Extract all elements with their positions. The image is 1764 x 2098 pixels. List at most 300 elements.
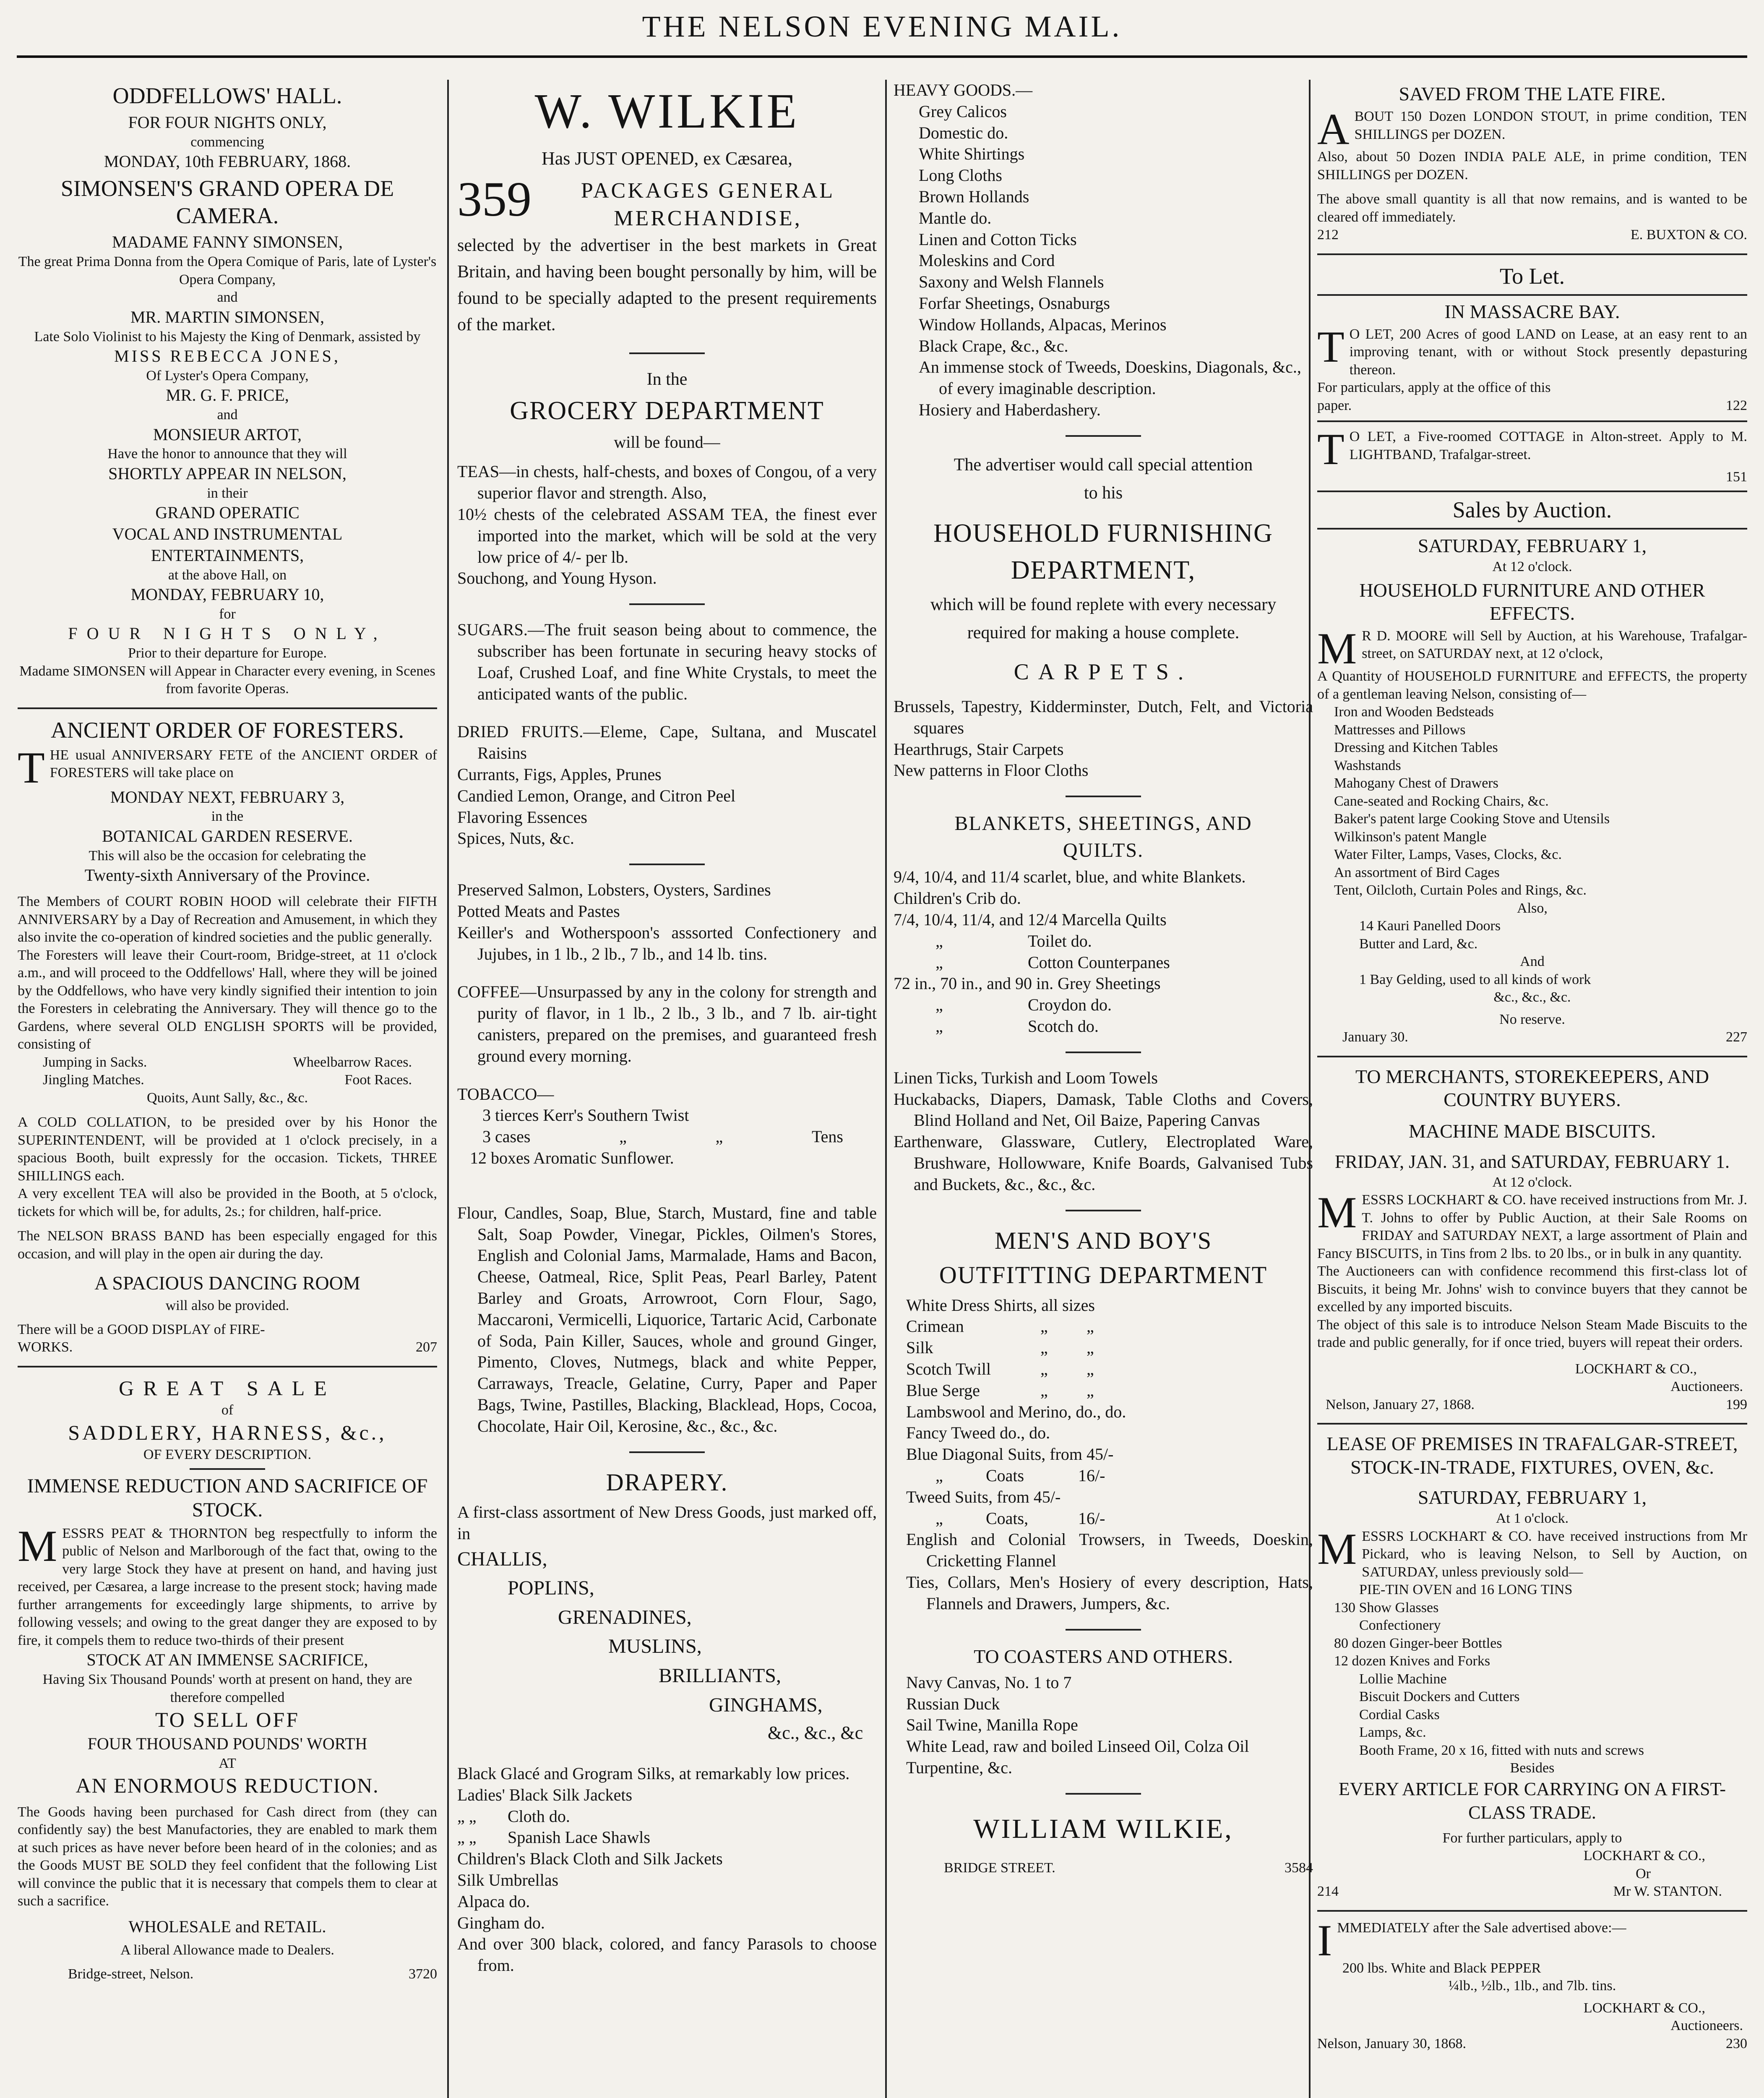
list-item: Water Filter, Lamps, Vases, Clocks, &c.	[1334, 847, 1562, 863]
list-item: Toilet do.	[1028, 931, 1092, 950]
ad-footer	[18, 1339, 437, 1357]
oddfellows-ad	[18, 82, 437, 698]
list-item: ¼lb., ½lb., 1lb., and 7lb. tins.	[1448, 1978, 1616, 1994]
ad-text: The Foresters will leave their Court-room, Bridge-street, at 11 o'clock a.m., and will proceed to the Oddfellows' Hall, where they will be joined by the Oddfellows, who have very kindly signified their intention to join the Foresters in celebrating the Anniversary. They will thence go to the Gardens, where several OLD ENGLISH SPORTS will be provided, consisting of	[18, 947, 437, 1052]
ad-text: HE usual ANNIVERSARY FETE of the ANCIENT ORDER of FORESTERS will take place on	[50, 747, 437, 781]
grocery-item: COFFEE—Unsurpassed by any in the colony for strength and purity of flavor, in 1 lb., 2 lb., 3 lb., and 7 lb. air-tight canisters, prepared on the premises, and guaranteed fresh ground every morning.	[457, 982, 877, 1065]
list-item: Tweed Suits, from 45/-	[906, 1487, 1061, 1506]
ad-heading: SADDLERY, HARNESS, &c.,	[68, 1420, 387, 1444]
ad-line: STOCK AT AN IMMENSE SACRIFICE,	[86, 1650, 368, 1670]
ditto-mark: „	[715, 1127, 723, 1146]
ad-line: Besides	[1510, 1760, 1555, 1776]
short-rule	[190, 1468, 265, 1470]
moore-auction-ad	[1317, 534, 1747, 1046]
stock-list	[1317, 1581, 1747, 1759]
ad-line: Bridge-street, Nelson.	[68, 1966, 194, 1982]
department-heading: MEN'S AND BOY'S	[994, 1226, 1212, 1254]
grocery-item: 3 cases	[482, 1127, 531, 1146]
column-divider	[447, 80, 449, 2098]
ad-text: which will be found replete with every necessary required for making a house complete.	[930, 595, 1277, 643]
list-item: Booth Frame, 20 x 16, fitted with nuts and screws	[1359, 1742, 1644, 1758]
ad-text: The Auctioneers can with confidence recommend this first-class lot of Biscuits, it being Mr. Johns' wish to convince buyers that they cannot be excelled by any imported biscuits.	[1317, 1263, 1747, 1315]
list-item: Cotton Counterpanes	[1028, 952, 1170, 972]
ad-line: PACKAGES GENERAL	[581, 178, 835, 203]
ad-line: MADAME FANNY SIMONSEN,	[112, 232, 343, 252]
ad-number: 3720	[409, 1966, 437, 1982]
ad-line: Madame SIMONSEN will Appear in Character every evening, in Scenes from favorite Operas.	[19, 663, 435, 697]
ad-footer	[1317, 2035, 1747, 2053]
list-item: Wilkinson's patent Mangle	[1334, 829, 1487, 845]
ad-line: Having Six Thousand Pounds' worth at present on hand, they are therefore compelled	[42, 1672, 412, 1705]
ad-text: O LET, 200 Acres of good LAND on Lease, at an easy rent to an improving tenant, with or without Stock presently depasturing thereon.	[1349, 326, 1747, 378]
drop-cap: M	[18, 1521, 57, 1571]
ad-line: BRIDGE STREET.	[944, 1860, 1055, 1876]
ad-number: 3584	[1285, 1860, 1313, 1876]
ad-heading: IMMENSE REDUCTION AND SACRIFICE OF STOCK.	[27, 1474, 428, 1521]
list-item: Brown Hollands	[919, 187, 1029, 206]
ad-signature: Auctioneers.	[1670, 1379, 1743, 1395]
ad-line: And	[1520, 954, 1545, 970]
ad-text: A COLD COLLATION, to be presided over by his Honor the SUPERINTENDENT, will be provided at 1 o'clock precisely, in a spacious Booth, built expressly for the occasion. Tickets, THREE SHILLINGS each.	[18, 1114, 437, 1184]
ad-line: in their	[207, 485, 248, 501]
list-row	[894, 1380, 1313, 1401]
column-2	[457, 80, 877, 2098]
grocery-item: DRIED FRUITS.—Eleme, Cape, Sultana, and Muscatel Raisins	[457, 722, 877, 763]
department-heading: OUTFITTING DEPARTMENT	[939, 1261, 1268, 1289]
ad-line: FRIDAY, JAN. 31, and SATURDAY, FEBRUARY 1.	[1335, 1151, 1730, 1172]
short-rule	[1066, 1793, 1141, 1795]
section-heading: BLANKETS, SHEETINGS, AND	[954, 812, 1252, 835]
list-item: 16/-	[1078, 1466, 1105, 1485]
list-item: Dressing and Kitchen Tables	[1334, 740, 1498, 756]
ad-heading: ANCIENT ORDER OF FORESTERS.	[50, 717, 404, 743]
list-row	[894, 994, 1313, 1016]
ad-separator	[18, 707, 437, 709]
ad-separator	[1317, 1056, 1747, 1057]
ditto-mark: „	[1040, 1338, 1048, 1357]
list-item: White Dress Shirts, all sizes	[906, 1295, 1095, 1315]
ad-heading: TO SELL OFF	[155, 1708, 300, 1732]
list-item: Linen Ticks, Turkish and Loom Towels	[894, 1068, 1158, 1087]
drop-cap: I	[1317, 1915, 1332, 1965]
ad-line: At 12 o'clock.	[1492, 559, 1572, 575]
list-item: Lollie Machine	[1359, 1671, 1447, 1687]
drapery-item: Children's Black Cloth and Silk Jackets	[457, 1849, 723, 1868]
fabric-item: GINGHAMS,	[709, 1694, 823, 1716]
ad-separator	[1317, 1423, 1747, 1425]
ad-heading: A SPACIOUS DANCING ROOM	[94, 1272, 360, 1294]
list-item: Confectionery	[1359, 1618, 1441, 1634]
department-heading: DRAPERY.	[606, 1468, 728, 1496]
ad-footer	[1317, 397, 1747, 415]
ad-line: WORKS.	[18, 1339, 73, 1355]
ad-heading: IN MASSACRE BAY.	[1444, 300, 1620, 322]
ad-separator	[1317, 528, 1747, 530]
ad-line: in the	[211, 809, 244, 825]
ad-text: BOUT 150 Dozen LONDON STOUT, in prime condition, TEN SHILLINGS per DOZEN.	[1354, 109, 1747, 142]
ad-footer	[1317, 226, 1747, 244]
ditto-mark: „	[935, 1466, 943, 1485]
ad-line: Has JUST OPENED, ex Cæsarea,	[541, 148, 793, 169]
ditto-mark: „ „	[457, 1806, 477, 1826]
fabric-item: GRENADINES,	[558, 1606, 692, 1628]
list-item: Black Crape, &c., &c.	[919, 336, 1068, 355]
ad-text: The object of this sale is to introduce Nelson Steam Made Biscuits to the trade and public generally, for if once tried, buyers will repeat their orders.	[1317, 1317, 1747, 1351]
ad-line: AT	[219, 1755, 236, 1771]
ad-heading: GREAT SALE	[119, 1376, 336, 1400]
drapery-item: Alpaca do.	[457, 1892, 530, 1911]
ad-footer	[1317, 1028, 1747, 1046]
list-item: Butter and Lard, &c.	[1359, 936, 1478, 952]
ditto-mark: „	[935, 1508, 943, 1528]
ad-number: 207	[416, 1339, 437, 1355]
list-item: Brussels, Tapestry, Kidderminster, Dutch, Felt, and Victoria squares	[894, 697, 1313, 737]
ditto-mark: „	[1040, 1380, 1048, 1400]
column-1	[18, 80, 437, 2098]
drapery-item: Black Glacé and Grogram Silks, at remarkably low prices.	[457, 1764, 850, 1783]
drapery-item: Gingham do.	[457, 1913, 545, 1932]
ad-separator	[1317, 253, 1747, 255]
ad-text: A very excellent TEA will also be provided in the Booth, at 5 o'clock, tickets for which will be, for adults, 2s.; for children, half-price.	[18, 1186, 437, 1219]
list-item: 12 dozen Knives and Forks	[1334, 1653, 1490, 1669]
section-heading: CARPETS.	[1014, 659, 1193, 684]
list-item: 1 Bay Gelding, used to all kinds of work	[1359, 971, 1591, 987]
ad-heading: ODDFELLOWS' HALL.	[112, 83, 342, 108]
section-heading: QUILTS.	[1063, 839, 1144, 861]
department-heading: GROCERY DEPARTMENT	[510, 397, 824, 425]
drop-cap: T	[1317, 425, 1344, 474]
ditto-mark: „	[935, 995, 943, 1015]
lease-auction-ad	[1317, 1432, 1747, 1900]
list-row	[894, 1359, 1313, 1380]
list-item: Ties, Collars, Men's Hosiery of every description, Hats, Flannels and Drawers, Jumpers, &c.	[906, 1572, 1313, 1613]
list-item: Cane-seated and Rocking Chairs, &c.	[1334, 793, 1549, 809]
sport-item: Quoits, Aunt Sally, &c., &c.	[146, 1090, 308, 1106]
fabric-item: POPLINS,	[508, 1577, 594, 1600]
ad-separator	[1317, 491, 1747, 492]
ad-line: Also,	[1517, 900, 1548, 916]
ad-line: at the above Hall, on	[168, 567, 287, 583]
masthead: THE NELSON EVENING MAIL.	[642, 10, 1122, 43]
ad-line: BOTANICAL GARDEN RESERVE.	[102, 826, 353, 845]
list-item: Mattresses and Pillows	[1334, 722, 1466, 738]
spacer	[457, 1067, 877, 1084]
ad-number: 212	[1317, 227, 1339, 243]
list-item: Forfar Sheetings, Osnaburgs	[919, 293, 1110, 313]
heavy-goods-list	[894, 101, 1313, 421]
column-3	[894, 80, 1313, 2098]
list-item: Russian Duck	[906, 1694, 1000, 1713]
list-item: 200 lbs. White and Black PEPPER	[1342, 1960, 1541, 1976]
spacer	[457, 1746, 877, 1763]
column-4	[1317, 80, 1747, 2098]
list-item: Domestic do.	[919, 123, 1008, 142]
ad-text: The NELSON BRASS BAND has been especially engaged for this occasion, and will play in the open air during the day.	[18, 1228, 437, 1262]
drop-cap: A	[1317, 104, 1350, 154]
sport-item: Jingling Matches.	[43, 1072, 144, 1088]
section-heading: Sales by Auction.	[1452, 497, 1612, 522]
ad-heading: AN ENORMOUS REDUCTION.	[76, 1774, 379, 1797]
biscuits-auction-ad	[1317, 1065, 1747, 1414]
list-item: Coats	[986, 1466, 1024, 1485]
ad-line: of	[221, 1402, 234, 1418]
grocery-item: Potted Meats and Pastes	[457, 901, 620, 921]
ad-footer	[894, 1859, 1313, 1877]
ad-text: Also, about 50 Dozen INDIA PALE ALE, in prime condition, TEN SHILLINGS per DOZEN.	[1317, 149, 1747, 183]
list-item: 16/-	[1078, 1508, 1105, 1528]
list-item: Turpentine, &c.	[906, 1758, 1012, 1777]
ad-signature: LOCKHART & CO.,	[1583, 1848, 1705, 1863]
fabric-item: BRILLIANTS,	[659, 1664, 781, 1687]
ad-line: MONDAY, FEBRUARY 10,	[130, 585, 324, 604]
ad-heading: HOUSEHOLD FURNITURE AND OTHER EFFECTS.	[1359, 579, 1705, 624]
ad-footer	[1317, 1396, 1747, 1414]
ad-line: FOUR THOUSAND POUNDS' WORTH	[87, 1734, 367, 1753]
ad-date: January 30.	[1342, 1029, 1408, 1045]
list-item: Saxony and Welsh Flannels	[919, 272, 1104, 292]
ad-date: Nelson, January 30, 1868.	[1317, 2035, 1467, 2051]
spacer	[457, 965, 877, 981]
list-item: An immense stock of Tweeds, Doeskins, Diagonals, &c., of every imaginable description.	[919, 357, 1301, 398]
ad-text: ESSRS LOCKHART & CO. have received instructions from Mr. J. T. Johns to offer by Public Auction, at their Sale Rooms on FRIDAY and SATURDAY NEXT, a large assortment of Plain and Fancy BISCUITS, in Tins from 2 lbs. to 20 lbs., or in bulk in any quantity.	[1317, 1192, 1747, 1261]
ad-line: The great Prima Donna from the Opera Comique of Paris, late of Lyster's Opera Company,	[18, 254, 437, 287]
ad-line: paper.	[1317, 397, 1352, 413]
grocery-item: TOBACCO—	[457, 1084, 554, 1104]
list-row	[894, 952, 1313, 973]
package-count: 359	[457, 171, 532, 227]
list-item: Crimean	[906, 1317, 964, 1336]
fabric-item: MUSLINS,	[608, 1635, 702, 1658]
drop-cap: M	[1317, 1524, 1357, 1574]
ad-line: Prior to their departure for Europe.	[128, 645, 327, 661]
ad-number: 214	[1317, 1884, 1339, 1899]
ad-signature: Auctioneers.	[1670, 2018, 1743, 2034]
ditto-mark: „	[935, 952, 943, 972]
ad-text: A first-class assortment of New Dress Goods, just marked off, in	[457, 1503, 877, 1543]
ad-line: Have the honor to announce that they will	[107, 446, 347, 462]
fabric-item: CHALLIS,	[457, 1547, 547, 1570]
drapery-row	[457, 1827, 877, 1848]
list-item: Washstands	[1334, 757, 1401, 773]
ad-number: 199	[1726, 1396, 1747, 1412]
ad-heading: LEASE OF PREMISES IN TRAFALGAR-STREET, STOCK-IN-TRADE, FIXTURES, OVEN, &c.	[1326, 1433, 1738, 1478]
short-rule	[1066, 796, 1141, 797]
list-row	[894, 931, 1313, 952]
ad-line: MERCHANDISE,	[614, 206, 802, 230]
ad-separator	[18, 1366, 437, 1367]
list-item: Mahogany Chest of Drawers	[1334, 775, 1498, 791]
list-item: Scotch Twill	[906, 1360, 991, 1378]
list-item: Window Hollands, Alpacas, Merinos	[919, 315, 1167, 334]
ad-line: and	[217, 290, 238, 305]
masthead-rule	[17, 55, 1747, 58]
list-item: Biscuit Dockers and Cutters	[1359, 1689, 1520, 1705]
ad-line: will be found—	[614, 432, 720, 451]
list-item: Silk	[906, 1338, 933, 1357]
grocery-item: Flavoring Essences	[457, 807, 587, 827]
ad-number: 230	[1726, 2035, 1747, 2051]
grocery-item: Candied Lemon, Orange, and Citron Peel	[457, 786, 736, 805]
sport-item: Jumping in Sacks.	[43, 1054, 147, 1070]
section-heading: HEAVY GOODS.—	[894, 81, 1033, 99]
department-heading: HOUSEHOLD FURNISHING	[933, 519, 1273, 548]
ad-text: The Goods having been purchased for Cash direct from (they can confidently say) the best Manufactories, they are enabled to mark them at such prices as have never before been heard of in the colonies; and as the Goods MUST BE SOLD they feel confident that the following List will convince the public that it is necessary that compels them to clear at such a sacrifice.	[18, 1804, 437, 1909]
list-item: Blue Diagonal Suits, from 45/-	[906, 1445, 1114, 1464]
short-rule	[629, 1451, 705, 1453]
ad-footer	[1317, 1883, 1747, 1901]
ad-signature: LOCKHART & CO.,	[1583, 2000, 1705, 2016]
short-rule	[1066, 1210, 1141, 1211]
ad-line: SHORTLY APPEAR IN NELSON,	[108, 464, 347, 483]
ad-text: O LET, a Five-roomed COTTAGE in Alton-street. Apply to M. LIGHTBAND, Trafalgar-street.	[1349, 429, 1747, 462]
list-item: White Lead, raw and boiled Linseed Oil, Colza Oil	[906, 1737, 1249, 1756]
ad-line: This will also be the occasion for celebrating the	[89, 848, 366, 864]
list-row	[894, 1465, 1313, 1487]
list-item: New patterns in Floor Cloths	[894, 761, 1089, 780]
ad-text: MMEDIATELY after the Sale advertised above:—	[1337, 1920, 1626, 1936]
ad-line: VOCAL AND INSTRUMENTAL	[112, 524, 343, 544]
list-item: PIE-TIN OVEN and 16 LONG TINS	[1359, 1582, 1573, 1598]
list-item: Lambswool and Merino, do., do.	[906, 1402, 1126, 1421]
ad-line: No reserve.	[1499, 1011, 1565, 1027]
saddlery-ad	[18, 1375, 437, 1983]
ditto-mark: „	[1040, 1360, 1048, 1378]
ad-heading: MACHINE MADE BISCUITS.	[1408, 1120, 1656, 1142]
packages-line	[457, 171, 877, 232]
grocery-item: Tens	[812, 1127, 843, 1146]
list-item: &c., &c., &c.	[1493, 989, 1571, 1005]
list-item: Earthenware, Glassware, Cutlery, Electroplated Ware, Brushware, Hollowware, Knife Boards, Galvanised Tubs and Buckets, &c., &c., &c.	[894, 1132, 1313, 1194]
grocery-item: 3 tierces Kerr's Southern Twist	[482, 1106, 689, 1125]
ad-heading: TO MERCHANTS, STOREKEEPERS, AND COUNTRY BUYERS.	[1355, 1065, 1709, 1110]
ditto-mark: „	[935, 931, 943, 950]
list-row	[894, 1337, 1313, 1359]
list-row	[894, 1316, 1313, 1337]
list-item: An assortment of Bird Cages	[1334, 864, 1500, 880]
ad-signature: Mr W. STANTON.	[1613, 1884, 1722, 1899]
ad-line: At 1 o'clock.	[1496, 1511, 1569, 1527]
list-item: Hearthrugs, Stair Carpets	[894, 739, 1064, 759]
ad-line: SATURDAY, FEBRUARY 1,	[1417, 535, 1647, 556]
ad-line: for	[219, 606, 236, 622]
drapery-item: Spanish Lace Shawls	[508, 1828, 650, 1847]
list-item: Baker's patent large Cooking Stove and Utensils	[1334, 811, 1610, 827]
list-item: Lamps, &c.	[1359, 1725, 1426, 1741]
ad-text: The Members of COURT ROBIN HOOD will celebrate their FIFTH ANNIVERSARY by a Day of Recreation and Amusement, in which they also invite the co-operation of kindred societies and the public generally.	[18, 894, 437, 945]
ad-text: For particulars, apply at the office of this	[1317, 380, 1551, 396]
section-heading: To Let.	[1499, 263, 1565, 289]
ditto-mark: „	[1087, 1380, 1094, 1400]
list-item: Coats,	[986, 1508, 1029, 1528]
list-item: 7/4, 10/4, 11/4, and 12/4 Marcella Quilts	[894, 910, 1167, 929]
ad-footer	[1317, 468, 1747, 486]
list-item: 130 Show Glasses	[1334, 1600, 1439, 1615]
ditto-mark: „	[1087, 1317, 1094, 1336]
ad-text: ESSRS LOCKHART & CO. have received instructions from Mr Pickard, who is leaving Nelson, to Sell by Auction, on SATURDAY, unless previously sold—	[1362, 1528, 1747, 1580]
list-item: English and Colonial Trowsers, in Tweeds, Doeskin, Cricketting Flannel	[906, 1530, 1313, 1571]
ad-number: 227	[1726, 1029, 1747, 1045]
list-item: Fancy Tweed do., do.	[906, 1423, 1050, 1443]
grocery-item: Currants, Figs, Apples, Prunes	[457, 765, 662, 784]
ad-line: ENTERTAINMENTS,	[151, 545, 304, 565]
ad-line: FOR FOUR NIGHTS ONLY,	[128, 112, 327, 132]
drop-cap: T	[18, 743, 45, 792]
ad-date: Nelson, January 27, 1868.	[1326, 1396, 1475, 1412]
ad-number: 151	[1726, 469, 1747, 485]
ad-line: MONDAY NEXT, FEBRUARY 3,	[110, 787, 345, 806]
list-item: Mantle do.	[919, 208, 992, 227]
ad-line: MONDAY, 10th FEBRUARY, 1868.	[104, 152, 351, 171]
ad-line: There will be a GOOD DISPLAY of FIRE-	[18, 1321, 265, 1337]
list-item: Moleskins and Cord	[919, 251, 1055, 270]
ad-line: commencing	[190, 134, 264, 150]
grocery-row	[457, 1126, 877, 1148]
grocery-item: 10½ chests of the celebrated ASSAM TEA, the finest ever imported into the market, which will be sold at the very low price of 4/- per lb.	[457, 505, 877, 566]
ad-line: will also be provided.	[165, 1298, 289, 1314]
list-item: 80 dozen Ginger-beer Bottles	[1334, 1635, 1502, 1651]
list-item: Huckabacks, Diapers, Damask, Table Cloths and Covers, Blind Holland and Net, Oil Baize, Papering Canvas	[894, 1089, 1313, 1130]
ad-line: GRAND OPERATIC	[155, 503, 300, 522]
list-item: Tent, Oilcloth, Curtain Poles and Rings, &c.	[1334, 882, 1587, 898]
ad-heading: SIMONSEN'S GRAND OPERA DE CAMERA.	[60, 175, 394, 228]
ad-line: FOUR NIGHTS ONLY,	[68, 624, 387, 643]
grocery-item: TEAS—in chests, half-chests, and boxes of Congou, of a very superior flavor and strength. Also,	[457, 462, 877, 503]
drapery-item: And over 300 black, colored, and fancy Parasols to choose from.	[457, 1934, 877, 1975]
ad-separator	[1317, 1910, 1747, 1912]
ad-text: ESSRS PEAT & THORNTON beg respectfully to inform the public of Nelson and Marlborough of the fact that, owing to the very large Stock they have at present on hand, and having just received, per Cæsarea, a large increase to the present stock; having made further arrangements for exceedingly large shipments, to arrive by following vessels; and owing to the great danger they are exposed to by fire, it compels them to reduce two-thirds of their present	[18, 1525, 437, 1648]
drapery-item: Silk Umbrellas	[457, 1870, 559, 1889]
drop-cap: T	[1317, 322, 1344, 371]
ad-line: In the	[646, 369, 688, 389]
column-divider	[885, 80, 887, 2098]
ad-line: At 12 o'clock.	[1492, 1174, 1572, 1190]
list-item: 14 Kauri Panelled Doors	[1359, 918, 1501, 934]
ad-line: Or	[1636, 1866, 1651, 1881]
drapery-item: Cloth do.	[508, 1806, 570, 1826]
ad-signature: LOCKHART & CO.,	[1575, 1361, 1697, 1377]
list-item: Scotch do.	[1028, 1017, 1099, 1036]
ad-text: A Quantity of HOUSEHOLD FURNITURE and EFFECTS, the property of a gentleman leaving Nelson, consisting of—	[1317, 668, 1747, 702]
ditto-mark: „	[619, 1127, 627, 1146]
list-row	[894, 1016, 1313, 1037]
list-item: Sail Twine, Manilla Rope	[906, 1715, 1078, 1735]
list-item: 72 in., 70 in., and 90 in. Grey Sheetings	[894, 974, 1161, 993]
ad-signature: E. BUXTON & CO.	[1631, 227, 1747, 243]
ad-separator	[1317, 420, 1747, 422]
list-item: Children's Crib do.	[894, 889, 1021, 908]
advertiser-name: WILLIAM WILKIE,	[973, 1813, 1233, 1844]
drapery-item: Ladies' Black Silk Jackets	[457, 1785, 633, 1804]
ad-line: For further particulars, apply to	[1442, 1830, 1622, 1846]
ad-line: SATURDAY, FEBRUARY 1,	[1417, 1486, 1647, 1508]
ad-heading: SAVED FROM THE LATE FIRE.	[1399, 83, 1666, 104]
ad-line: A liberal Allowance made to Dealers.	[120, 1942, 334, 1958]
foresters-ad	[18, 717, 437, 1357]
list-item: Cordial Casks	[1359, 1707, 1440, 1722]
list-item: Hosiery and Haberdashery.	[919, 400, 1101, 419]
list-item: White Shirtings	[919, 144, 1025, 164]
list-item: Croydon do.	[1028, 995, 1112, 1015]
ad-line: MISS REBECCA JONES,	[114, 347, 341, 366]
grocery-item: 12 boxes Aromatic Sunflower.	[470, 1148, 674, 1167]
advertiser-name: W. WILKIE	[534, 84, 800, 138]
ad-line: MONSIEUR ARTOT,	[153, 425, 302, 444]
list-item: Navy Canvas, No. 1 to 7	[906, 1673, 1072, 1692]
sport-item: Wheelbarrow Races.	[293, 1054, 412, 1070]
ad-text: R D. MOORE will Sell by Auction, at his Warehouse, Trafalgar-street, on SATURDAY next, at 12 o'clock,	[1362, 628, 1747, 662]
grocery-item: Preserved Salmon, Lobsters, Oysters, Sardines	[457, 880, 771, 900]
grocery-item: Keiller's and Wotherspoon's asssorted Confectionery and Jujubes, in 1 lb., 2 lb., 7 lb., and 14 lb. tins.	[457, 923, 877, 963]
